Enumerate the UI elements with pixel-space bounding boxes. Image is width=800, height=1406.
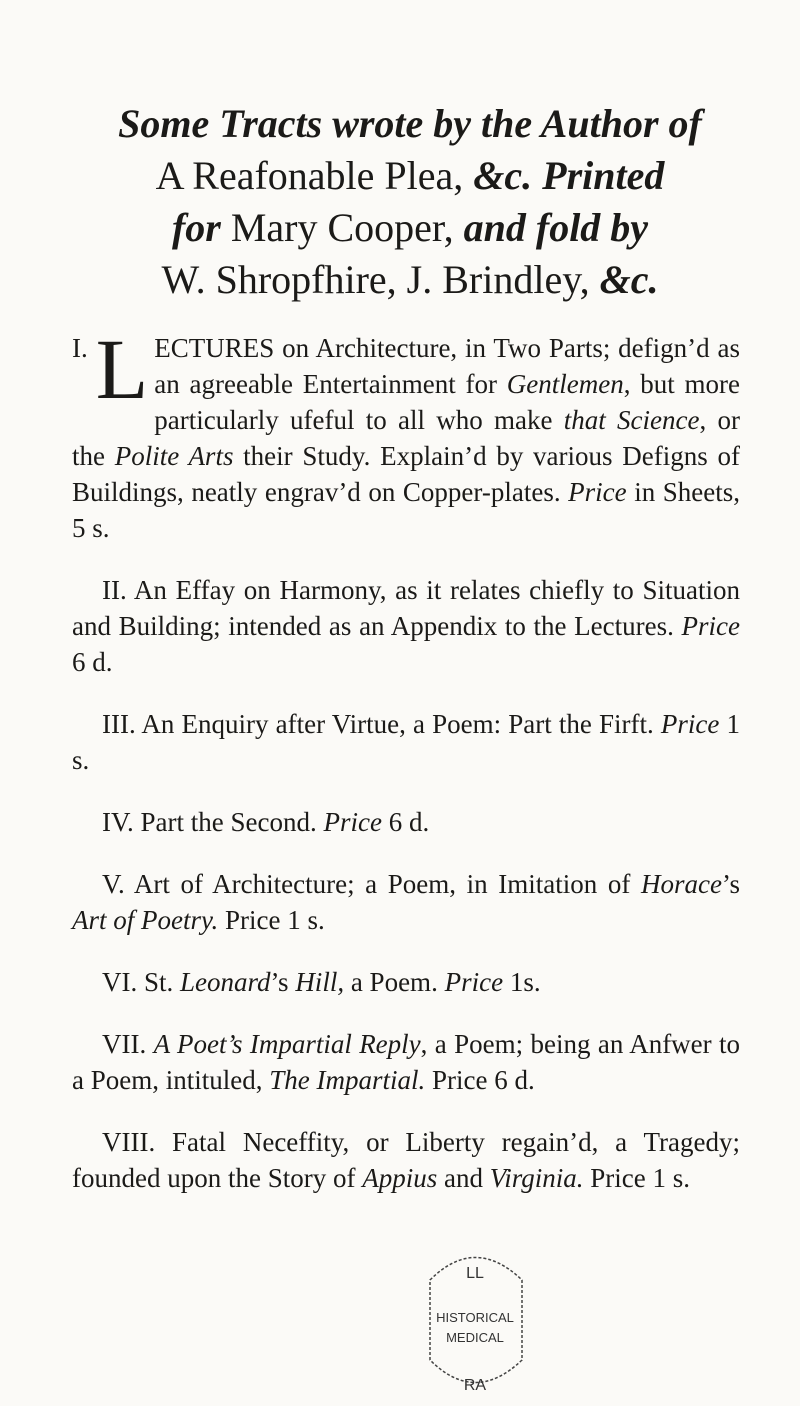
stamp-seal-icon [410, 1240, 540, 1400]
list-item [72, 804, 740, 840]
item-number: III. [102, 709, 136, 739]
item-text: Appius [362, 1163, 438, 1193]
stamp-line-1: HISTORICAL [436, 1310, 514, 1325]
item-text: Price 1 s. [218, 905, 325, 935]
item-text: Fatal Neceffity, or Liberty regain’d, a Tragedy; founded upon the Story of [72, 1127, 740, 1193]
item-text: Price 6 d. [425, 1065, 535, 1095]
list-item [72, 866, 740, 938]
library-stamp [410, 1240, 540, 1400]
item-text: in Sheets, 5 s. [72, 477, 741, 543]
item-text: ECTURES on Architecture, in Two Parts; defign’d as an agreeable Entertainment for [154, 333, 740, 399]
book-list [72, 321, 741, 1222]
list-item [72, 321, 741, 546]
item-text: Polite Arts [114, 441, 234, 471]
item-text: Gentlemen [506, 369, 624, 399]
stamp-top-text: LL [466, 1265, 484, 1282]
list-item [72, 706, 740, 778]
title-line-1: Some Tracts wrote by the Author of [118, 101, 702, 146]
item-text: ’s [721, 869, 740, 899]
title-line-4: W. Shropfhire, J. Brindley, &c. [161, 257, 659, 302]
item-text: Price 1 s. [583, 1163, 690, 1193]
item-number: VI. [102, 967, 138, 997]
item-number: V. [102, 869, 125, 899]
item-text: Price [681, 611, 740, 641]
item-text: An Effay on Harmony, as it relates chiefly to Situation and Building; intended as an Appendix to the Lectures. [72, 575, 740, 641]
item-number: IV. [102, 807, 134, 837]
list-item [72, 1026, 740, 1098]
item-text: Price [660, 709, 720, 739]
item-number: II. [102, 575, 127, 605]
item-text: 1s. [503, 967, 541, 997]
item-text: Part the Second. [133, 807, 324, 837]
item-text: Art of Architecture; a Poem, in Imitation of [124, 869, 641, 899]
item-text: , a Poem; being an Anfwer to a Poem, intituled, [72, 1029, 741, 1095]
stamp-line-2: MEDICAL [446, 1330, 504, 1345]
title-block [40, 98, 780, 306]
list-item [72, 1124, 740, 1196]
item-text: that Science [563, 405, 700, 435]
item-text: their Study. Explain’d by various Defigns of Buildings, neatly engrav’d on Copper-plates. [72, 441, 740, 507]
item-text: An Enquiry after Virtue, a Poem: Part the Firft. [135, 709, 661, 739]
item-text: 1 s. [72, 709, 741, 775]
item-text [146, 1029, 153, 1059]
item-text: A Poet’s Impartial Reply [153, 1029, 421, 1059]
item-text: , or the [72, 405, 740, 471]
item-text: Art of Poetry. [72, 905, 219, 935]
title-line-3: for Mary Cooper, and fold by [171, 205, 649, 250]
item-text: and [437, 1163, 490, 1193]
item-text: 6 d. [72, 647, 113, 677]
item-text: Virginia. [489, 1163, 584, 1193]
item-text: a Poem. [344, 967, 445, 997]
item-text: Horace [641, 869, 722, 899]
item-text: The Impartial. [269, 1065, 426, 1095]
item-text: Price [323, 807, 382, 837]
item-text: Price [444, 967, 504, 997]
item-text: Leonard [180, 967, 271, 997]
stamp-bottom-text: RA [463, 1377, 487, 1394]
item-number: VIII. [102, 1127, 156, 1157]
drop-cap: L [95, 321, 149, 417]
item-text: Price [568, 477, 627, 507]
item-text: 6 d. [381, 807, 430, 837]
title-line-2: A Reafonable Plea, &c. Printed [155, 153, 665, 198]
item-text: , but more particularly ufeful to all who make [154, 369, 740, 435]
list-item [72, 572, 740, 680]
item-number: VII. [102, 1029, 147, 1059]
item-text: ’s [270, 967, 296, 997]
item-text: Hill, [295, 967, 345, 997]
list-item [72, 964, 740, 1000]
item-number: I. [72, 333, 88, 363]
item-text: St. [137, 967, 181, 997]
